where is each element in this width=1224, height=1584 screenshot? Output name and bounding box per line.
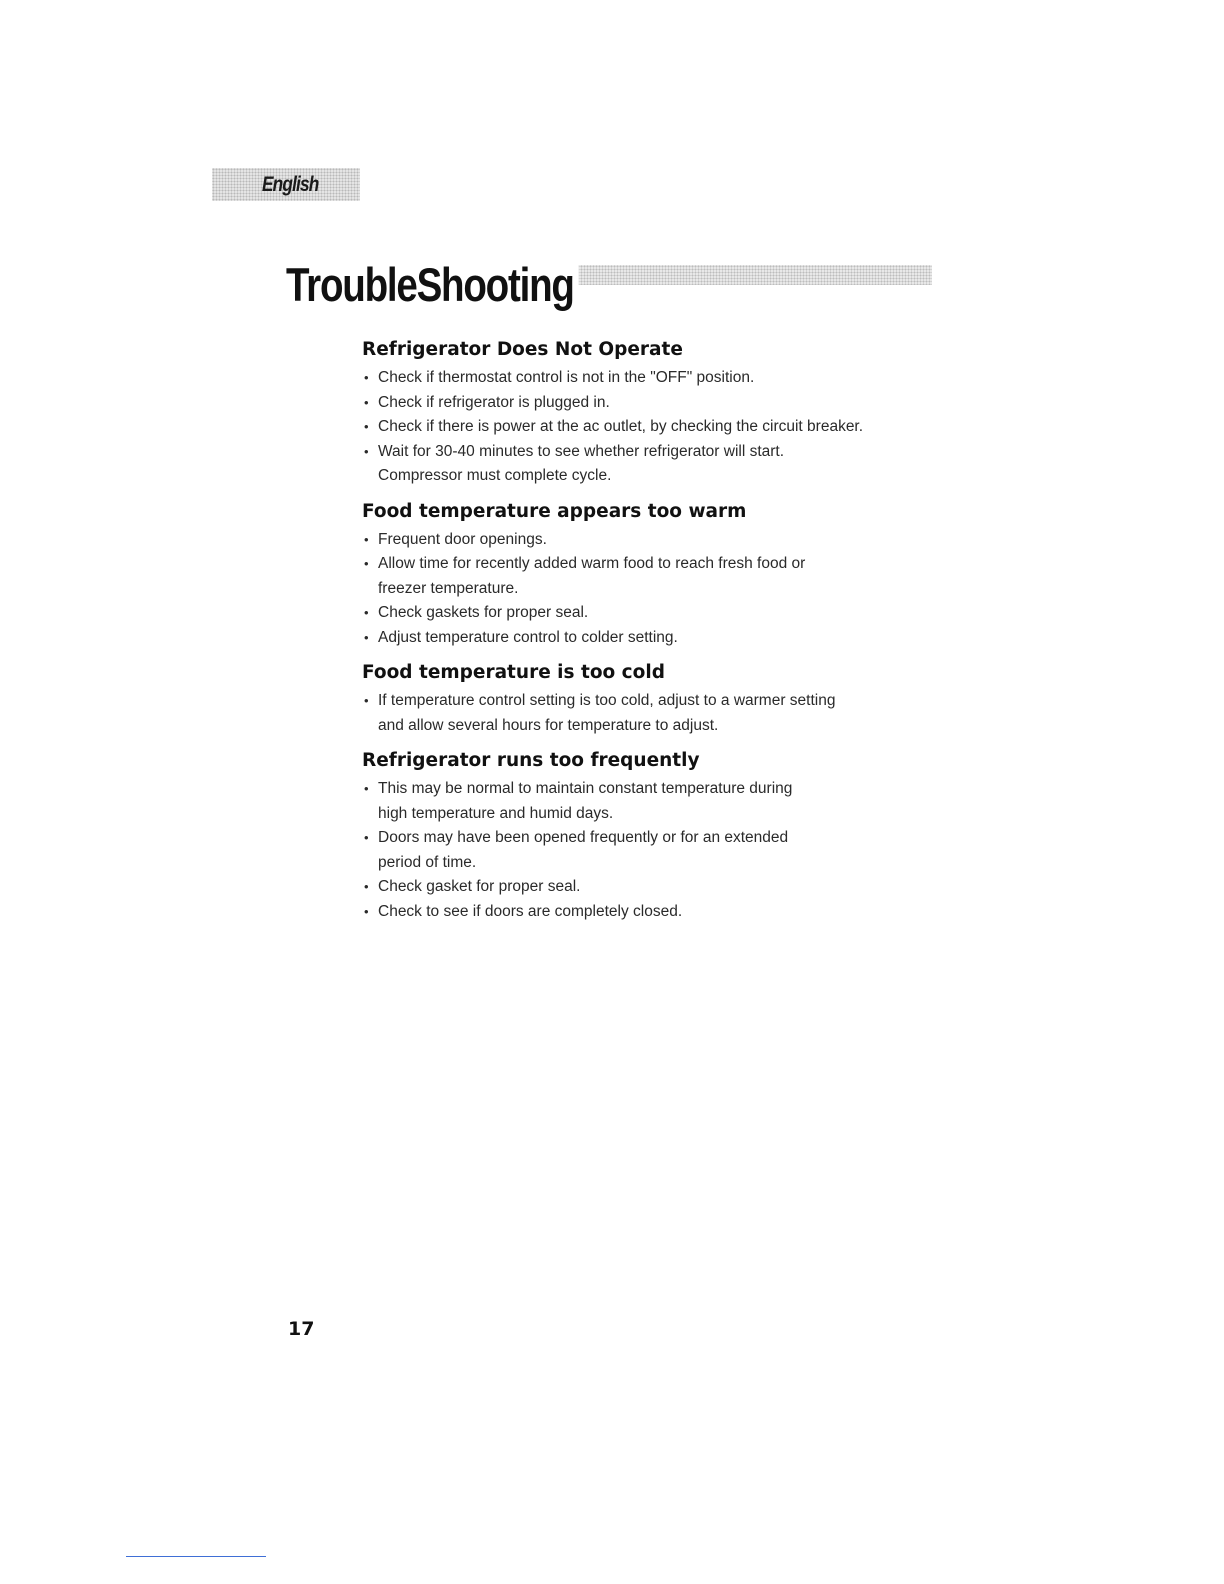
bullet-list [362,777,962,924]
section-heading: Food temperature is too cold [362,662,665,683]
list-item-text-continued: high temperature and humid days. [378,804,614,822]
language-tab [212,168,360,201]
list-item-text: • Doors may have been opened frequently or for an extended [378,829,789,846]
list-item-text-continued: Compressor must complete cycle. [378,467,612,484]
list-item [362,552,962,601]
bullet-list [362,366,962,489]
bullet-list [362,689,962,738]
list-item-text: • Allow time for recently added warm food to reach fresh food or [378,555,806,572]
list-item-text: • Check if there is power at the ac outlet, by checking the circuit breaker. [378,418,864,435]
list-item [362,826,962,875]
list-item-text-continued: freezer temperature. [378,579,519,597]
list-item [362,626,962,651]
section-heading: Refrigerator runs too frequently [362,750,700,771]
section-refrigerator-does-not-operate [362,337,962,489]
list-item [362,601,962,626]
list-item-text: • Check if thermostat control is not in the "OFF" position. [378,369,755,386]
list-item-text-continued: period of time. [378,853,477,871]
page-title: TroubleShooting [286,258,579,312]
section-heading: Refrigerator Does Not Operate [362,339,683,360]
page-number: 17 [288,1318,315,1340]
list-item-text-continued: and allow several hours for temperature to adjust. [378,716,719,734]
list-item-text: • Wait for 30-40 minutes to see whether refrigerator will start. [378,442,785,460]
list-item [362,528,962,553]
language-tab-label: English [262,173,319,196]
list-item [362,900,962,925]
list-item [362,440,962,489]
troubleshooting-content [362,337,962,934]
section-food-too-cold [362,660,962,738]
list-item [362,415,962,440]
footer-rule [126,1556,266,1557]
list-item-text: • Frequent door openings. [378,530,547,548]
section-heading: Food temperature appears too warm [362,500,747,522]
section-food-too-warm [362,499,962,651]
list-item-text: • This may be normal to maintain constant temperature during [378,780,793,797]
section-runs-too-frequently [362,748,962,924]
list-item-text: • Check to see if doors are completely closed. [378,902,683,920]
bullet-list [362,528,962,651]
list-item [362,391,962,416]
list-item-text: • Check gasket for proper seal. [378,878,581,895]
list-item [362,366,962,391]
list-item-text: • Check gaskets for proper seal. [378,604,589,621]
list-item [362,777,962,826]
list-item-text: • If temperature control setting is too cold, adjust to a warmer setting [378,692,836,709]
list-item-text: • Adjust temperature control to colder setting. [378,628,678,646]
list-item [362,689,962,738]
list-item-text: • Check if refrigerator is plugged in. [378,393,610,411]
list-item [362,875,962,900]
